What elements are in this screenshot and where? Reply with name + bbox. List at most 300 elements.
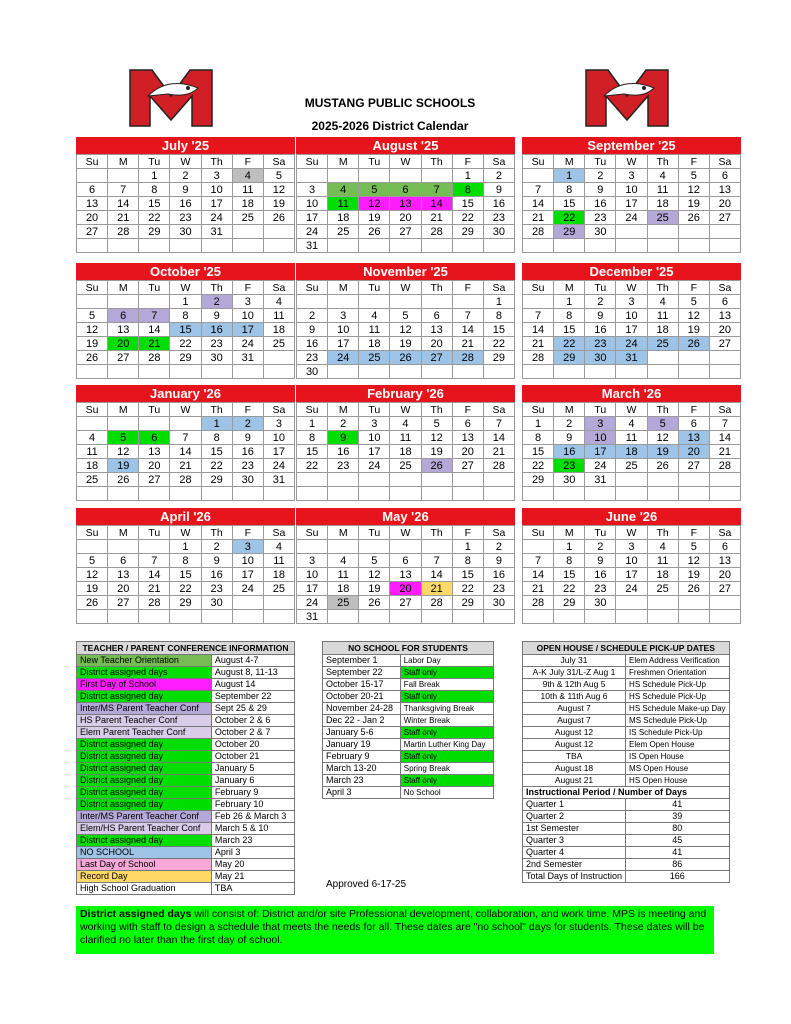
day-cell: 22 <box>554 582 585 596</box>
legend-right-row-value: Elem Address Verification <box>626 655 730 667</box>
empty-cell <box>139 417 170 431</box>
mustang-logo-right-icon <box>584 68 670 128</box>
day-cell: 14 <box>139 568 170 582</box>
empty-cell <box>679 487 710 501</box>
day-cell: 19 <box>390 337 421 351</box>
legend-mid-row-value: Staff only <box>400 667 493 679</box>
day-cell: 18 <box>390 445 421 459</box>
empty-cell <box>523 295 554 309</box>
weekday-header: Su <box>77 526 108 540</box>
day-cell: 26 <box>648 459 679 473</box>
empty-cell <box>648 365 679 379</box>
legend-mid-row-label: September 22 <box>323 667 401 679</box>
legend-left-row-value: May 21 <box>211 871 294 883</box>
empty-cell <box>264 225 295 239</box>
legend-left-row <box>77 775 295 787</box>
empty-cell <box>297 540 328 554</box>
empty-cell <box>616 610 647 624</box>
day-cell: 7 <box>170 431 201 445</box>
legend-left-row-value: TBA <box>211 883 294 895</box>
month-7 <box>296 385 515 501</box>
empty-cell <box>484 365 515 379</box>
legend-mid-row-value: Thanksgiving Break <box>400 703 493 715</box>
empty-cell <box>554 487 585 501</box>
no-school-legend <box>322 641 494 799</box>
day-cell: 8 <box>202 431 233 445</box>
empty-cell <box>648 610 679 624</box>
weekday-header: W <box>170 281 201 295</box>
day-cell: 1 <box>453 169 484 183</box>
month-6 <box>76 385 295 501</box>
empty-cell <box>679 365 710 379</box>
empty-cell <box>616 225 647 239</box>
month-title: August '25 <box>296 137 515 154</box>
day-cell: 23 <box>585 337 616 351</box>
day-cell: 20 <box>710 568 741 582</box>
empty-cell <box>328 365 359 379</box>
day-cell: 2 <box>202 295 233 309</box>
day-cell: 9 <box>202 554 233 568</box>
day-cell: 3 <box>328 309 359 323</box>
day-cell: 12 <box>390 323 421 337</box>
day-cell: 5 <box>77 309 108 323</box>
instruction-row <box>523 847 730 859</box>
legend-right-row <box>523 751 730 763</box>
month-4 <box>296 263 515 379</box>
empty-cell <box>679 610 710 624</box>
day-cell: 14 <box>523 197 554 211</box>
legend-left-row <box>77 667 295 679</box>
instruction-header-row <box>523 787 730 799</box>
day-cell: 26 <box>77 351 108 365</box>
day-cell: 18 <box>233 197 264 211</box>
day-cell: 8 <box>453 554 484 568</box>
weekday-header: F <box>453 403 484 417</box>
empty-cell <box>679 351 710 365</box>
legend-right-row-value: MS Schedule Pick-Up <box>626 715 730 727</box>
empty-cell <box>77 487 108 501</box>
empty-cell <box>648 239 679 253</box>
day-cell: 5 <box>264 169 295 183</box>
empty-cell <box>359 295 390 309</box>
day-cell: 3 <box>297 183 328 197</box>
empty-cell <box>679 239 710 253</box>
day-cell: 29 <box>484 351 515 365</box>
day-cell: 18 <box>328 582 359 596</box>
weekday-header: W <box>390 155 421 169</box>
day-cell: 23 <box>328 459 359 473</box>
empty-cell <box>108 295 139 309</box>
day-cell: 4 <box>328 554 359 568</box>
day-cell: 28 <box>422 225 453 239</box>
legend-right-row-label: TBA <box>523 751 626 763</box>
day-cell: 9 <box>297 323 328 337</box>
day-cell: 12 <box>359 568 390 582</box>
day-cell: 18 <box>648 568 679 582</box>
day-cell: 10 <box>359 431 390 445</box>
empty-cell <box>484 610 515 624</box>
legend-mid-row-value: Labor Day <box>400 655 493 667</box>
mustang-logo-left-icon <box>128 68 214 128</box>
day-cell: 30 <box>170 225 201 239</box>
empty-cell <box>328 239 359 253</box>
legend-left-row-value: Sept 25 & 29 <box>211 703 294 715</box>
day-cell: 31 <box>297 610 328 624</box>
month-title: September '25 <box>522 137 741 154</box>
day-cell: 13 <box>710 309 741 323</box>
day-cell: 27 <box>422 351 453 365</box>
empty-cell <box>108 417 139 431</box>
footer-bold: District assigned days <box>80 908 192 920</box>
day-cell: 16 <box>554 445 585 459</box>
day-cell: 22 <box>170 582 201 596</box>
day-cell: 21 <box>139 337 170 351</box>
day-cell: 2 <box>484 169 515 183</box>
day-cell: 10 <box>616 554 647 568</box>
empty-cell <box>77 365 108 379</box>
day-cell: 25 <box>390 459 421 473</box>
empty-cell <box>264 351 295 365</box>
empty-cell <box>108 540 139 554</box>
day-cell: 15 <box>297 445 328 459</box>
empty-cell <box>648 596 679 610</box>
day-cell: 6 <box>453 417 484 431</box>
legend-left-row <box>77 847 295 859</box>
empty-cell <box>202 487 233 501</box>
day-cell: 22 <box>484 337 515 351</box>
empty-cell <box>453 473 484 487</box>
empty-cell <box>77 295 108 309</box>
legend-left-row-value: Feb 26 & March 3 <box>211 811 294 823</box>
day-cell: 16 <box>233 445 264 459</box>
weekday-header: Tu <box>585 281 616 295</box>
day-cell: 25 <box>328 596 359 610</box>
legend-left-row-label: District assigned day <box>77 763 212 775</box>
day-cell: 22 <box>523 459 554 473</box>
legend-mid-row <box>323 787 494 799</box>
legend-left-row-label: District assigned days <box>77 667 212 679</box>
legend-left-row-label: District assigned day <box>77 751 212 763</box>
empty-cell <box>453 365 484 379</box>
legend-right-row-value: HS Schedule Pick-Up <box>626 679 730 691</box>
day-cell: 20 <box>422 337 453 351</box>
day-cell: 4 <box>359 309 390 323</box>
day-cell: 23 <box>170 211 201 225</box>
month-days <box>522 402 741 501</box>
empty-cell <box>585 239 616 253</box>
day-cell: 3 <box>233 540 264 554</box>
day-cell: 1 <box>484 295 515 309</box>
weekday-header: Th <box>648 281 679 295</box>
legend-left-row <box>77 691 295 703</box>
approved-note: Approved 6-17-25 <box>326 879 407 890</box>
month-2 <box>522 137 741 253</box>
day-cell: 27 <box>679 459 710 473</box>
empty-cell <box>422 473 453 487</box>
day-cell: 12 <box>422 431 453 445</box>
legend-left-row-label: HS Parent Teacher Conf <box>77 715 212 727</box>
day-cell: 13 <box>390 197 421 211</box>
legend-right-row <box>523 691 730 703</box>
empty-cell <box>202 365 233 379</box>
month-days <box>296 154 515 253</box>
day-cell: 5 <box>422 417 453 431</box>
legend-left-row-label: District assigned day <box>77 691 212 703</box>
weekday-header: Th <box>422 526 453 540</box>
day-cell: 27 <box>710 582 741 596</box>
day-cell: 26 <box>359 225 390 239</box>
empty-cell <box>484 239 515 253</box>
day-cell: 29 <box>453 225 484 239</box>
empty-cell <box>648 225 679 239</box>
empty-cell <box>453 487 484 501</box>
day-cell: 7 <box>710 417 741 431</box>
legend-right-row <box>523 763 730 775</box>
day-cell: 8 <box>554 309 585 323</box>
empty-cell <box>139 540 170 554</box>
month-days <box>76 525 295 624</box>
day-cell: 22 <box>453 582 484 596</box>
day-cell: 2 <box>585 169 616 183</box>
legend-left-row-label: District assigned day <box>77 739 212 751</box>
day-cell: 23 <box>484 582 515 596</box>
month-days <box>296 280 515 379</box>
empty-cell <box>139 239 170 253</box>
day-cell: 1 <box>202 417 233 431</box>
day-cell: 2 <box>170 169 201 183</box>
day-cell: 31 <box>233 351 264 365</box>
legend-left-row <box>77 859 295 871</box>
empty-cell <box>264 610 295 624</box>
day-cell: 25 <box>616 459 647 473</box>
legend-left-row <box>77 679 295 691</box>
empty-cell <box>359 365 390 379</box>
day-cell: 25 <box>233 211 264 225</box>
empty-cell <box>648 473 679 487</box>
weekday-header: Th <box>422 155 453 169</box>
legend-left-row-value: October 2 & 6 <box>211 715 294 727</box>
empty-cell <box>108 487 139 501</box>
empty-cell <box>422 365 453 379</box>
empty-cell <box>359 239 390 253</box>
empty-cell <box>170 487 201 501</box>
month-title: March '26 <box>522 385 741 402</box>
day-cell: 14 <box>422 568 453 582</box>
day-cell: 20 <box>710 197 741 211</box>
legend-left-row-label: Inter/MS Parent Teacher Conf <box>77 811 212 823</box>
weekday-header: Su <box>523 155 554 169</box>
day-cell: 3 <box>616 169 647 183</box>
weekday-header: F <box>679 155 710 169</box>
day-cell: 31 <box>616 351 647 365</box>
day-cell: 19 <box>108 459 139 473</box>
weekday-header: M <box>554 281 585 295</box>
legend-mid-row-label: March 23 <box>323 775 401 787</box>
instruction-row <box>523 811 730 823</box>
day-cell: 21 <box>422 582 453 596</box>
month-title: June '26 <box>522 508 741 525</box>
day-cell: 27 <box>710 337 741 351</box>
day-cell: 15 <box>170 568 201 582</box>
empty-cell <box>523 487 554 501</box>
day-cell: 28 <box>108 225 139 239</box>
weekday-header: Sa <box>484 526 515 540</box>
day-cell: 3 <box>616 540 647 554</box>
weekday-header: Su <box>523 526 554 540</box>
day-cell: 7 <box>523 554 554 568</box>
legend-left-row <box>77 787 295 799</box>
weekday-header: Sa <box>710 155 741 169</box>
day-cell: 22 <box>170 337 201 351</box>
instruction-row-label: Quarter 4 <box>523 847 626 859</box>
day-cell: 23 <box>297 351 328 365</box>
weekday-header: Th <box>202 281 233 295</box>
day-cell: 30 <box>484 596 515 610</box>
instruction-row-value: 39 <box>626 811 730 823</box>
empty-cell <box>328 169 359 183</box>
day-cell: 31 <box>264 473 295 487</box>
empty-cell <box>710 487 741 501</box>
day-cell: 1 <box>170 295 201 309</box>
empty-cell <box>233 365 264 379</box>
day-cell: 25 <box>648 211 679 225</box>
day-cell: 15 <box>554 323 585 337</box>
day-cell: 22 <box>453 211 484 225</box>
day-cell: 6 <box>679 417 710 431</box>
weekday-header: Su <box>297 281 328 295</box>
month-9 <box>76 508 295 624</box>
day-cell: 26 <box>390 351 421 365</box>
day-cell: 29 <box>170 351 201 365</box>
day-cell: 3 <box>359 417 390 431</box>
day-cell: 19 <box>359 582 390 596</box>
day-cell: 14 <box>108 197 139 211</box>
instruction-row-value: 41 <box>626 799 730 811</box>
day-cell: 28 <box>710 459 741 473</box>
day-cell: 9 <box>202 309 233 323</box>
legend-left-row-value: August 8, 11-13 <box>211 667 294 679</box>
day-cell: 16 <box>585 568 616 582</box>
day-cell: 29 <box>453 596 484 610</box>
empty-cell <box>233 225 264 239</box>
empty-cell <box>648 351 679 365</box>
day-cell: 12 <box>648 431 679 445</box>
legend-right-row-label: August 21 <box>523 775 626 787</box>
day-cell: 13 <box>710 183 741 197</box>
weekday-header: Tu <box>359 155 390 169</box>
day-cell: 10 <box>233 554 264 568</box>
legend-left-row-value: January 6 <box>211 775 294 787</box>
day-cell: 18 <box>328 211 359 225</box>
day-cell: 5 <box>108 431 139 445</box>
legend-left-row-label: District assigned day <box>77 787 212 799</box>
legend-mid-row-value: Staff only <box>400 727 493 739</box>
day-cell: 30 <box>585 225 616 239</box>
legend-left-row-label: Record Day <box>77 871 212 883</box>
empty-cell <box>484 487 515 501</box>
day-cell: 3 <box>264 417 295 431</box>
day-cell: 15 <box>170 323 201 337</box>
month-3 <box>76 263 295 379</box>
weekday-header: F <box>679 281 710 295</box>
day-cell: 20 <box>390 582 421 596</box>
day-cell: 22 <box>202 459 233 473</box>
weekday-header: M <box>328 526 359 540</box>
month-days <box>522 525 741 624</box>
day-cell: 21 <box>139 582 170 596</box>
empty-cell <box>77 540 108 554</box>
legend-left-row-label: New Teacher Orientation <box>77 655 212 667</box>
weekday-header: M <box>108 526 139 540</box>
teacher-parent-legend <box>76 641 295 895</box>
empty-cell <box>264 487 295 501</box>
legend-left-row <box>77 763 295 775</box>
empty-cell <box>710 473 741 487</box>
day-cell: 23 <box>585 582 616 596</box>
legend-left-row-value: September 22 <box>211 691 294 703</box>
empty-cell <box>710 351 741 365</box>
day-cell: 29 <box>523 473 554 487</box>
legend-left-row-label: District assigned day <box>77 799 212 811</box>
day-cell: 14 <box>523 323 554 337</box>
month-5 <box>522 263 741 379</box>
legend-left-row-label: Last Day of School <box>77 859 212 871</box>
weekday-header: Tu <box>139 526 170 540</box>
day-cell: 13 <box>679 431 710 445</box>
day-cell: 10 <box>202 183 233 197</box>
day-cell: 17 <box>585 445 616 459</box>
day-cell: 26 <box>108 473 139 487</box>
day-cell: 18 <box>648 197 679 211</box>
legend-right-row-value: Freshmen Orientation <box>626 667 730 679</box>
day-cell: 24 <box>202 211 233 225</box>
day-cell: 9 <box>585 183 616 197</box>
day-cell: 22 <box>554 211 585 225</box>
day-cell: 17 <box>264 445 295 459</box>
instruction-row-label: Quarter 3 <box>523 835 626 847</box>
day-cell: 30 <box>297 365 328 379</box>
day-cell: 13 <box>390 568 421 582</box>
day-cell: 7 <box>453 309 484 323</box>
legend-mid-row-label: Dec 22 - Jan 2 <box>323 715 401 727</box>
day-cell: 27 <box>453 459 484 473</box>
day-cell: 14 <box>523 568 554 582</box>
legend-left-row-label: Elem/HS Parent Teacher Conf <box>77 823 212 835</box>
empty-cell <box>297 473 328 487</box>
day-cell: 7 <box>523 309 554 323</box>
legend-mid-row <box>323 739 494 751</box>
empty-cell <box>710 225 741 239</box>
day-cell: 29 <box>170 596 201 610</box>
day-cell: 12 <box>77 323 108 337</box>
day-cell: 25 <box>77 473 108 487</box>
instruction-header: Instructional Period / Number of Days <box>523 787 730 799</box>
day-cell: 12 <box>679 554 710 568</box>
day-cell: 13 <box>108 323 139 337</box>
day-cell: 8 <box>554 183 585 197</box>
empty-cell <box>523 610 554 624</box>
legend-right-row-label: August 7 <box>523 715 626 727</box>
empty-cell <box>328 540 359 554</box>
day-cell: 24 <box>616 337 647 351</box>
empty-cell <box>328 610 359 624</box>
day-cell: 17 <box>297 211 328 225</box>
empty-cell <box>264 239 295 253</box>
instruction-row-value: 45 <box>626 835 730 847</box>
day-cell: 28 <box>453 351 484 365</box>
day-cell: 20 <box>108 337 139 351</box>
empty-cell <box>616 365 647 379</box>
